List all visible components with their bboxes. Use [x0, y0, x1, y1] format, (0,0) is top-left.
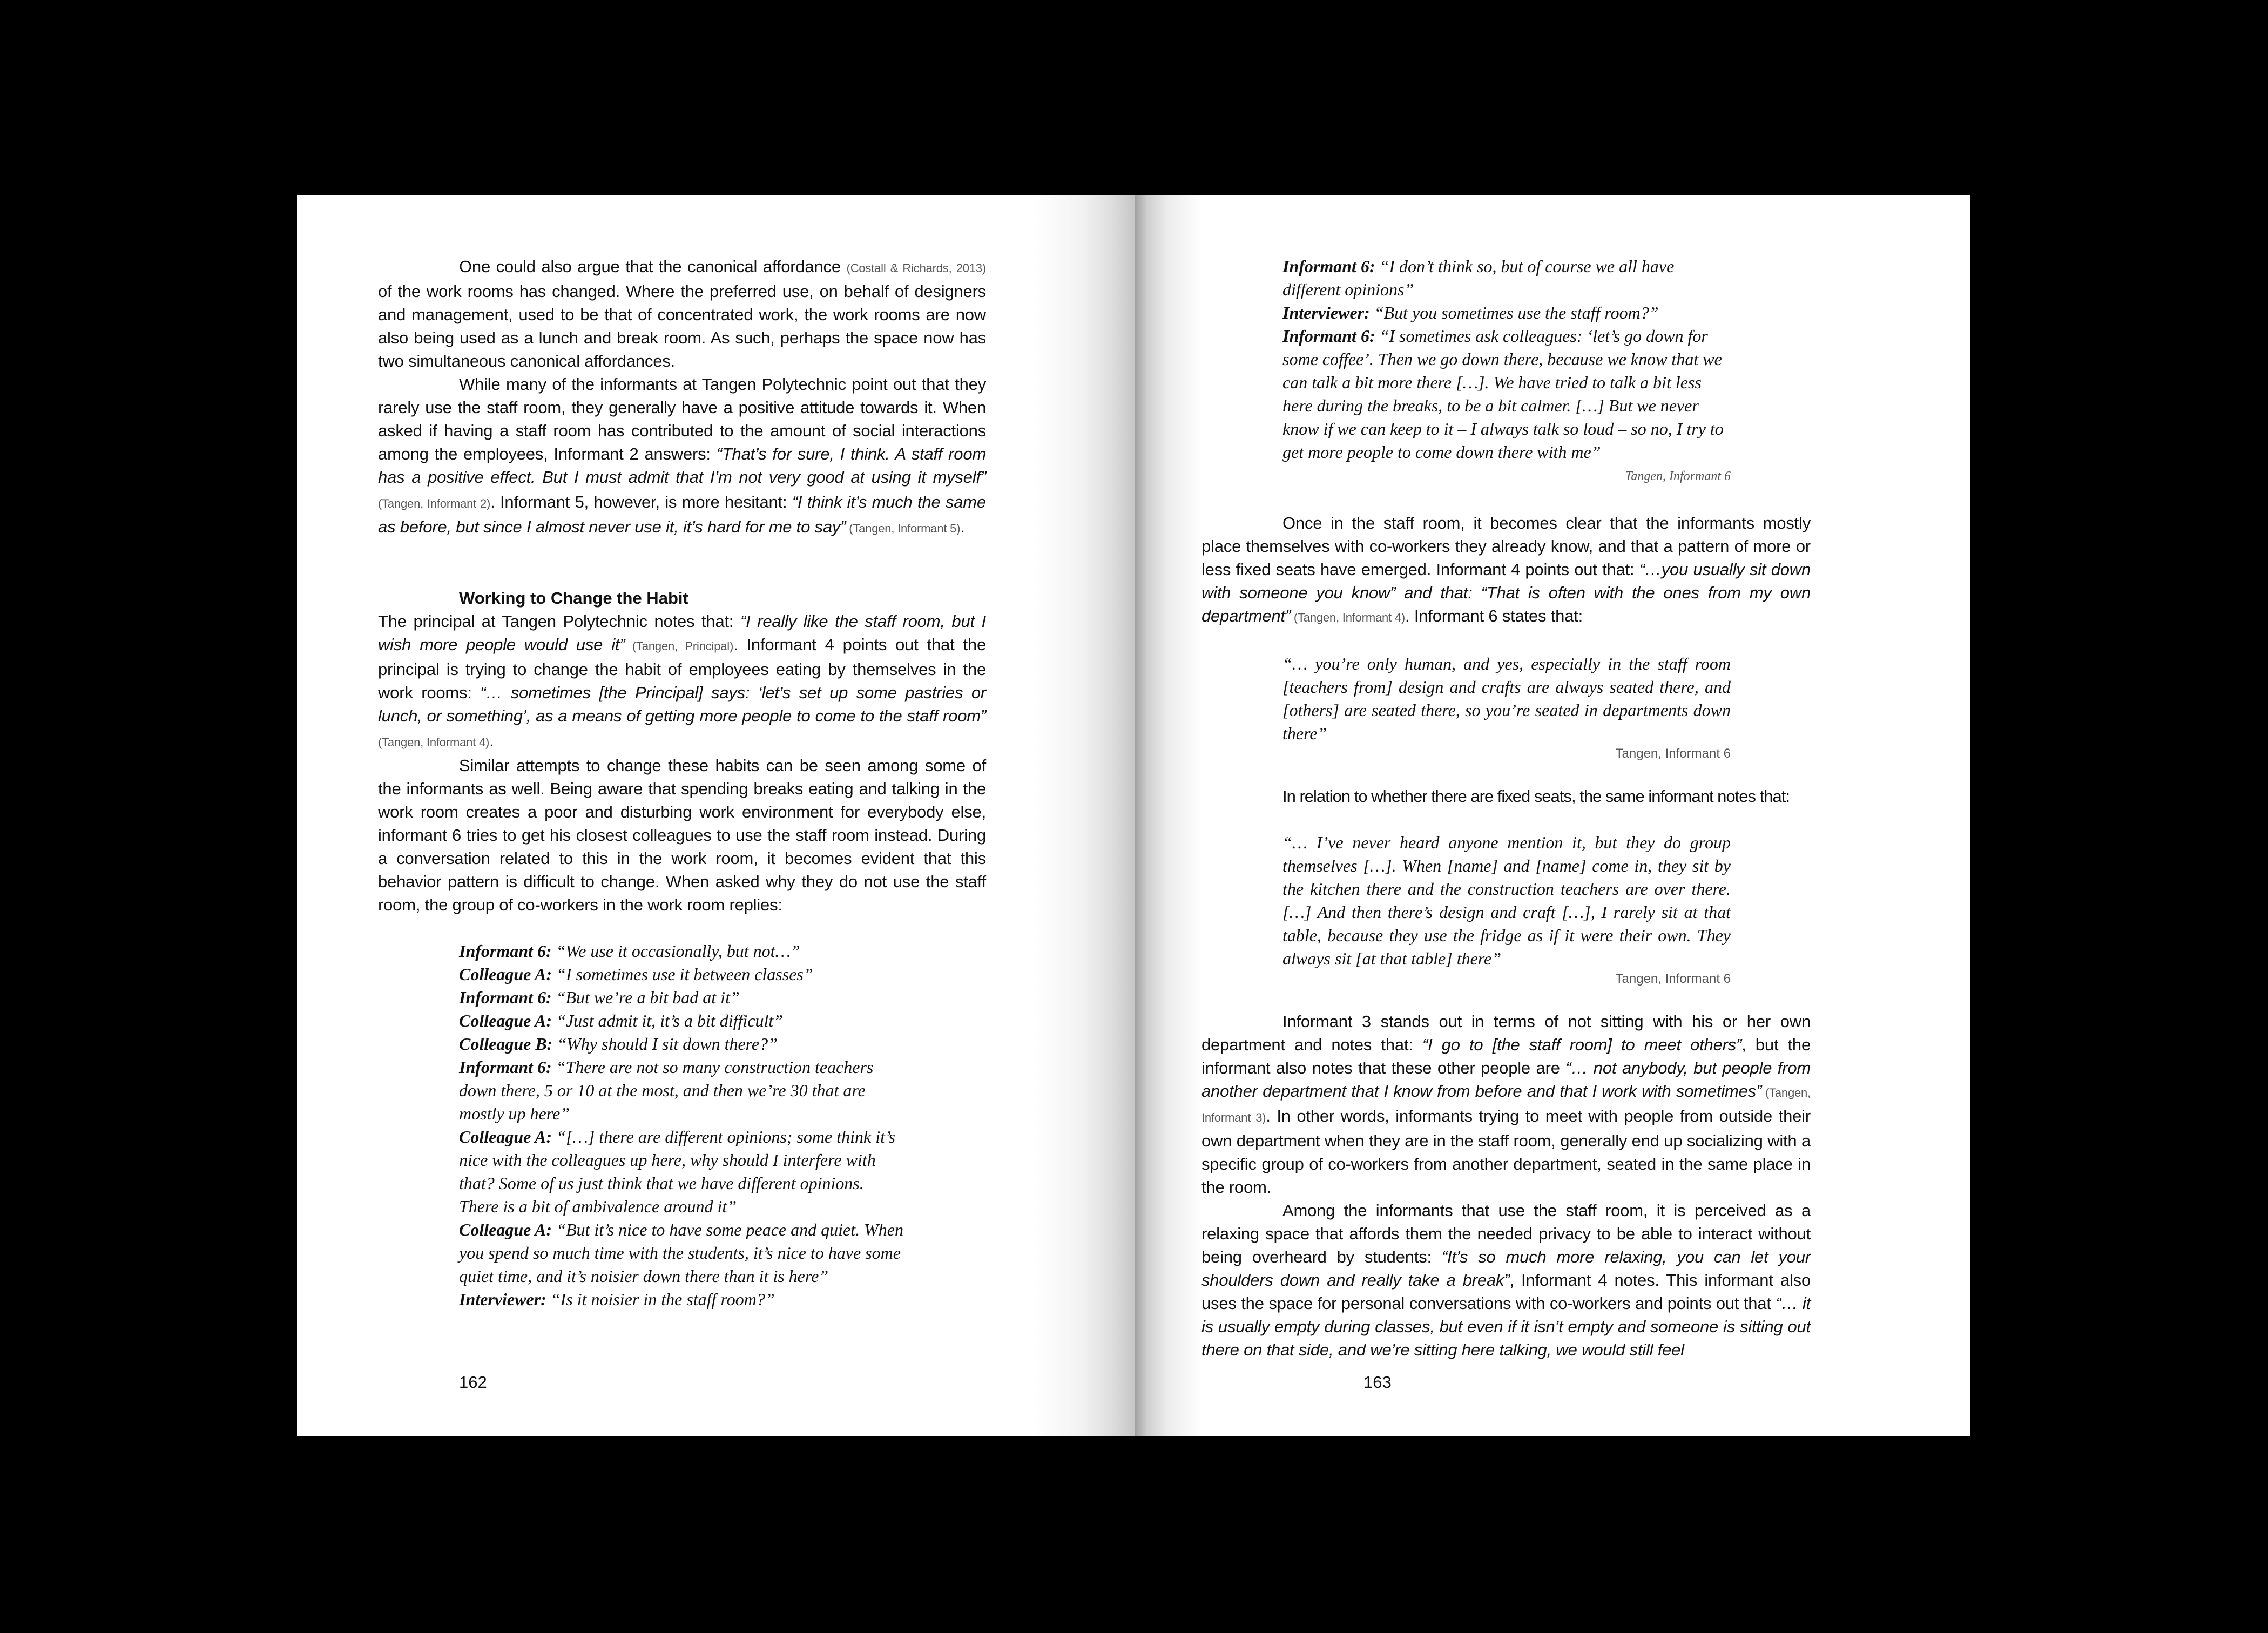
quote-text: “… you’re only human, and yes, especially in the staff room [teachers from] design and crafts are always seated there, and [others] are seated there, so you’re seated in departments down there”: [1282, 654, 1731, 743]
block-quote: [1282, 831, 1731, 987]
text: While many of the informants at Tangen Polytechnic point out that they rarely use the staff room, they generally have a positive attitude towards it. When asked if having a staff room has contributed to the amount of social interactions among the employees, Informant 2 answers:: [378, 375, 986, 463]
right-page: [1135, 195, 1970, 1436]
text: The principal at Tangen Polytechnic notes that:: [378, 612, 740, 631]
utterance: “But it’s nice to have some peace and quiet. When you spend so much time with the students, it’s nice to have some quiet time, and it’s noisier down there than it is here”: [459, 1220, 903, 1286]
speaker: Informant 6:: [459, 941, 552, 961]
quote-attribution: Tangen, Informant 6: [1615, 746, 1731, 761]
text: . Informant 5, however, is more hesitant:: [490, 492, 792, 511]
text: of the work rooms has changed. Where the preferred use, on behalf of designers and management, used to be that of concentrated work, the work rooms are now also being used as a lunch and break room. As such, perhaps the space now has two simultaneous canonical affordances.: [378, 282, 986, 370]
quote: “… it is usually empty during classes, but even if it isn’t empty and someone is sitting out there on that side, and we’re sitting here talking, we would still feel: [1202, 1294, 1811, 1359]
left-page: [297, 195, 1135, 1436]
speaker: Informant 6:: [1282, 257, 1375, 276]
paragraph: [1202, 511, 1811, 629]
dialogue-line: [459, 1033, 907, 1056]
dialogue-block: [1282, 255, 1731, 488]
body-text: [1202, 1010, 1811, 1361]
quote: “… not anybody, but people from another department that I know from before and that I work with sometimes”: [1202, 1058, 1811, 1101]
quote: “I think it’s much the same as before, but since I almost never use it, it’s hard for me to say”: [378, 492, 986, 536]
citation: (Costall & Richards, 2013): [846, 261, 986, 275]
citation: (Tangen, Informant 2): [378, 497, 491, 510]
utterance: “I sometimes ask colleagues: ‘let’s go down for some coffee’. Then we go down there, because we know that we can talk a bit more there […]. We have tried to talk a bit less here during the breaks, to be a bit calmer. […] But we never know if we can keep to it – I always talk so loud – so no, I try to get more people to come down there with me”: [1282, 326, 1724, 462]
utterance: “We use it occasionally, but not…”: [551, 941, 800, 961]
dialogue-line: [459, 1056, 907, 1125]
text: .: [960, 517, 965, 536]
quote: “It’s so much more relaxing, you can let your shoulders down and really take a break”: [1202, 1247, 1811, 1290]
dialogue-line: [459, 1288, 907, 1311]
dialogue-line: [459, 940, 907, 963]
paragraph: [1202, 1199, 1811, 1361]
paragraph: Similar attempts to change these habits can be seen among some of the informants as well. Being aware that spending breaks eating and talking in the work room creates a poor and disturbing work environment for everybody else, informant 6 tries to get his closest colleagues to use the staff room instead. During a conversation related to this in the work room, it becomes evident that this behavior pattern is difficult to change. When asked why they do not use the staff room, the group of co-workers in the work room replies:: [378, 756, 986, 914]
paragraph: [378, 610, 986, 754]
speaker: Colleague A:: [459, 1127, 552, 1146]
quote-attribution: Tangen, Informant 6: [1625, 469, 1731, 483]
citation: (Tangen, Informant 4): [378, 735, 490, 749]
utterance: “I sometimes use it between classes”: [552, 964, 813, 984]
utterance: “Is it noisier in the staff room?”: [546, 1290, 775, 1309]
page-number: 163: [1364, 1373, 1392, 1392]
dialogue-line: [1282, 301, 1731, 325]
quote: “That’s for sure, I think. A staff room has a positive effect. But I must admit that I’m not very good at using it myself”: [378, 444, 986, 487]
text: , but the informant also notes that these other people are: [1202, 1035, 1811, 1077]
paragraph: [1202, 1010, 1811, 1199]
speaker: Informant 6:: [459, 988, 552, 1007]
quote: “… sometimes [the Principal] says: ‘let’s set up some pastries or lunch, or something’, as a means of getting more people to come to the staff room”: [378, 683, 986, 725]
citation: (Tangen, Informant 3): [1202, 1086, 1811, 1124]
paragraph: [378, 255, 986, 373]
quote-attribution: Tangen, Informant 6: [1615, 971, 1731, 986]
page-number: 162: [459, 1373, 487, 1392]
utterance: “But we’re a bit bad at it”: [551, 988, 740, 1007]
text: Informant 3 stands out in terms of not sitting with his or her own department and notes that:: [1202, 1012, 1811, 1054]
text: One could also argue that the canonical affordance: [459, 257, 847, 276]
utterance: “Why should I sit down there?”: [552, 1034, 778, 1054]
paragraph: In relation to whether there are fixed seats, the same informant notes that:: [1282, 787, 1790, 806]
utterance: “I don’t think so, but of course we all have different opinions”: [1282, 257, 1675, 299]
quote: “I go to [the staff room] to meet others”: [1422, 1035, 1742, 1054]
utterance: “There are not so many construction teachers down there, 5 or 10 at the most, and then we’re 30 that are mostly up here”: [459, 1057, 874, 1123]
dialogue-line: [459, 1009, 907, 1033]
speaker: Colleague A:: [459, 1011, 552, 1030]
citation: (Tangen, Informant 5): [846, 522, 961, 535]
utterance: “[…] there are different opinions; some think it’s nice with the colleagues up here, why should I interfere with that? Some of us just think that we have different opinions. There is a bit of ambivalence around it”: [459, 1127, 895, 1216]
paragraph: [378, 373, 986, 540]
text: . In other words, informants trying to meet with people from outside their own department when they are in the staff room, generally end up socializing with a specific group of co-workers from another department, seated in the same place in the room.: [1202, 1106, 1811, 1197]
dialogue-line: [1282, 255, 1731, 301]
quote: “I really like the staff room, but I wish more people would use it”: [378, 612, 986, 654]
text: Once in the staff room, it becomes clear that the informants mostly place themselves with co-workers they already know, and that a pattern of more or less fixed seats have emerged. Informant 4 points out that:: [1202, 514, 1811, 579]
speaker: Informant 6:: [1282, 326, 1375, 346]
right-text-column: [1202, 255, 1892, 1361]
dialogue-line: [459, 1125, 907, 1218]
text: , Informant 4 notes. This informant also uses the space for personal conversations with co-workers and points out that: [1202, 1271, 1811, 1313]
text: . Informant 4 points out that the principal is trying to change the habit of employees eating by themselves in the work rooms:: [378, 635, 986, 702]
utterance: “But you sometimes use the staff room?”: [1369, 303, 1659, 322]
speaker: Interviewer:: [459, 1290, 546, 1309]
section-heading: Working to Change the Habit: [459, 589, 688, 608]
speaker: Interviewer:: [1282, 303, 1370, 322]
dialogue-block: [459, 940, 907, 1311]
text: . Informant 6 states that:: [1405, 606, 1583, 625]
quote: “…you usually sit down with someone you know” and that: “That is often with the ones from my own department”: [1202, 560, 1811, 625]
speaker: Informant 6:: [459, 1057, 552, 1077]
dialogue-line: [459, 986, 907, 1009]
speaker: Colleague B:: [459, 1034, 553, 1054]
utterance: “Just admit it, it’s a bit difficult”: [552, 1011, 784, 1030]
dialogue-line: [1282, 325, 1731, 464]
dialogue-line: [459, 1218, 907, 1288]
quote-text: “… I’ve never heard anyone mention it, but they do group themselves […]. When [name] and [name] come in, they sit by the kitchen there and the construction teachers are over there. […] And then there’s design and craft […], I rarely sit at that table, because they use the fridge as if it were their own. They always sit [at that table] there”: [1282, 833, 1731, 968]
speaker: Colleague A:: [459, 1220, 552, 1239]
text: Among the informants that use the staff room, it is perceived as a relaxing space that affords them the needed privacy to be able to interact without being overheard by students:: [1202, 1201, 1811, 1266]
dialogue-line: [459, 963, 907, 986]
citation: (Tangen, Informant 4): [1290, 611, 1405, 624]
speaker: Colleague A:: [459, 964, 552, 984]
block-quote: [1282, 652, 1731, 761]
left-text-column: [378, 255, 986, 1311]
citation: (Tangen, Principal): [625, 639, 734, 653]
text: .: [489, 731, 494, 750]
